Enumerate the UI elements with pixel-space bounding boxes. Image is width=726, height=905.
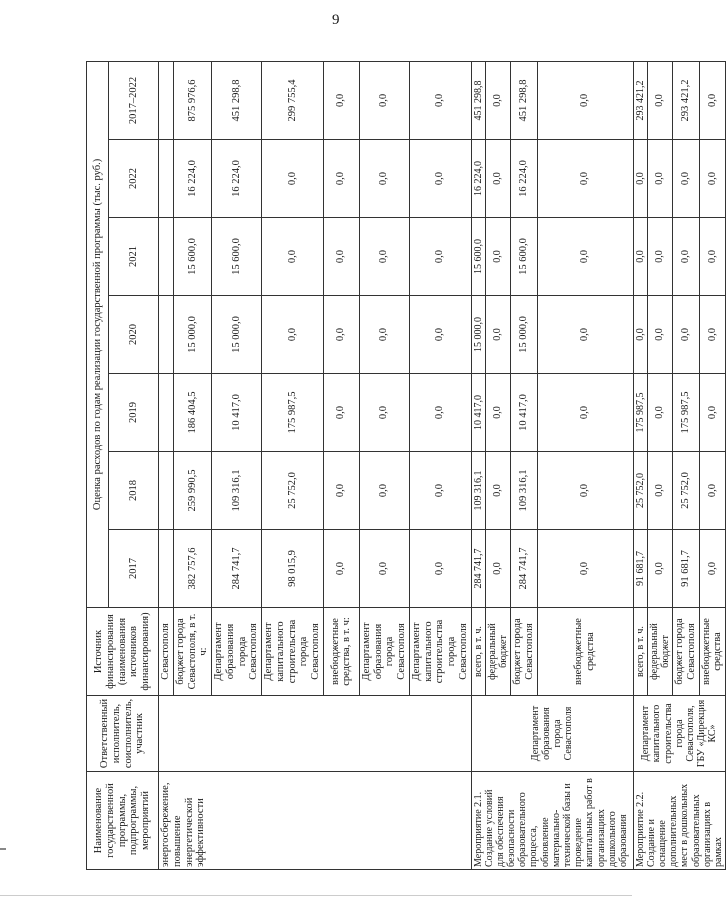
value-cell: 0,0	[323, 140, 359, 218]
value-cell: 109 316,1	[212, 452, 262, 530]
value-cell: 0,0	[699, 530, 726, 608]
table-row	[471, 61, 485, 869]
value-cell: 0,0	[359, 61, 409, 139]
value-cell: 451 298,8	[511, 61, 538, 139]
value-cell: 0,0	[673, 140, 700, 218]
value-cell	[159, 296, 174, 374]
value-cell: 0,0	[537, 452, 633, 530]
value-cell: 10 417,0	[511, 374, 538, 452]
value-cell: 15 600,0	[212, 218, 262, 296]
header-estimate: Оценка расходов по годам реализации государственной программы (тыс. руб.)	[87, 61, 109, 607]
value-cell: 109 316,1	[471, 452, 485, 530]
value-cell	[159, 452, 174, 530]
source-cell: бюджет города Севастополя	[511, 608, 538, 696]
source-cell: внебюджетные средства	[699, 608, 726, 696]
value-cell: 284 741,7	[212, 530, 262, 608]
value-cell: 0,0	[537, 218, 633, 296]
program-name-cell: энергосбережение, повышение энергетической эффективности	[159, 772, 472, 870]
value-cell: 0,0	[409, 61, 471, 139]
value-cell: 16 224,0	[471, 140, 485, 218]
value-cell: 0,0	[262, 218, 324, 296]
value-cell: 15 000,0	[471, 296, 485, 374]
value-cell: 0,0	[409, 218, 471, 296]
source-cell: Севастополя	[159, 608, 174, 696]
value-cell: 0,0	[323, 218, 359, 296]
value-cell: 0,0	[699, 218, 726, 296]
value-cell: 0,0	[359, 218, 409, 296]
value-cell: 15 000,0	[511, 296, 538, 374]
value-cell	[159, 374, 174, 452]
value-cell: 0,0	[409, 374, 471, 452]
value-cell: 0,0	[699, 61, 726, 139]
value-cell: 0,0	[673, 218, 700, 296]
value-cell: 15 000,0	[212, 296, 262, 374]
rotated-table-container	[86, 62, 724, 870]
source-cell: федеральный бюджет	[647, 608, 672, 696]
value-cell: 0,0	[647, 218, 672, 296]
header-year: 2020	[109, 296, 159, 374]
value-cell: 0,0	[485, 530, 510, 608]
header-year: 2019	[109, 374, 159, 452]
header-year: 2021	[109, 218, 159, 296]
header-source: Источник финансирования (наименования источников финансирования)	[87, 608, 159, 696]
value-cell: 0,0	[262, 296, 324, 374]
value-cell: 0,0	[633, 296, 647, 374]
header-executor: Ответственный исполнитель, соисполнитель, участник	[87, 696, 159, 772]
source-cell: бюджет города Севастополя, в т. ч:	[173, 608, 211, 696]
source-cell: внебюджетные средства	[537, 608, 633, 696]
measure-name-cell: Мероприятие 2.1. Создание условий для обеспечения безопасности образовательного процесса, обновление материально-технической базы и проведение капитальных работ в организациях дошкольного образования	[471, 772, 633, 870]
value-cell: 0,0	[359, 140, 409, 218]
value-cell: 15 600,0	[471, 218, 485, 296]
value-cell: 0,0	[647, 530, 672, 608]
value-cell: 109 316,1	[511, 452, 538, 530]
header-year: 2022	[109, 140, 159, 218]
value-cell: 10 417,0	[471, 374, 485, 452]
value-cell: 0,0	[647, 61, 672, 139]
executor-cell: Департамент капитального строительства города Севастополя, ГБУ «Дирекция КС»	[633, 696, 726, 772]
value-cell: 259 990,5	[173, 452, 211, 530]
value-cell: 284 741,7	[511, 530, 538, 608]
value-cell: 0,0	[359, 374, 409, 452]
value-cell: 10 417,0	[212, 374, 262, 452]
value-cell: 293 421,2	[673, 61, 700, 139]
page-edge-line	[0, 895, 632, 896]
source-cell: внебюджетные средства, в т. ч:	[323, 608, 359, 696]
source-cell: бюджет города Севастополя	[673, 608, 700, 696]
value-cell: 451 298,8	[471, 61, 485, 139]
value-cell: 25 752,0	[633, 452, 647, 530]
table-row	[633, 61, 647, 869]
value-cell: 0,0	[647, 296, 672, 374]
page-number: 9	[332, 12, 340, 28]
scan-mark	[0, 848, 6, 850]
value-cell: 0,0	[647, 140, 672, 218]
value-cell: 0,0	[323, 452, 359, 530]
table-row	[159, 61, 174, 869]
value-cell: 16 224,0	[511, 140, 538, 218]
value-cell: 0,0	[647, 374, 672, 452]
value-cell	[159, 218, 174, 296]
value-cell: 0,0	[537, 530, 633, 608]
value-cell: 293 421,2	[633, 61, 647, 139]
executor-cell	[159, 696, 472, 772]
source-cell: всего, в т. ч.	[633, 608, 647, 696]
value-cell: 0,0	[485, 61, 510, 139]
header-year: 2017	[109, 530, 159, 608]
value-cell: 0,0	[485, 452, 510, 530]
measure-name-cell: Мероприятие 2.2. Создание и оснащение дополнительных мест в дошкольных образовательных организациях в рамках	[633, 772, 726, 870]
value-cell	[159, 140, 174, 218]
source-cell: Департамент капитального строительства города Севастополя	[409, 608, 471, 696]
value-cell: 875 976,6	[173, 61, 211, 139]
budget-table	[86, 61, 726, 870]
value-cell: 16 224,0	[173, 140, 211, 218]
source-cell: Департамент капитального строительства города Севастополя	[262, 608, 324, 696]
value-cell: 91 681,7	[633, 530, 647, 608]
value-cell: 0,0	[537, 61, 633, 139]
value-cell: 15 000,0	[173, 296, 211, 374]
header-name: Наименование государственной программы, подпрограммы, мероприятий	[87, 772, 159, 870]
value-cell	[159, 61, 174, 139]
value-cell: 0,0	[409, 530, 471, 608]
value-cell: 0,0	[359, 530, 409, 608]
value-cell	[159, 530, 174, 608]
value-cell: 0,0	[485, 140, 510, 218]
value-cell: 0,0	[699, 296, 726, 374]
value-cell: 0,0	[485, 218, 510, 296]
value-cell: 175 987,5	[673, 374, 700, 452]
value-cell: 0,0	[699, 374, 726, 452]
value-cell: 98 015,9	[262, 530, 324, 608]
value-cell: 25 752,0	[673, 452, 700, 530]
value-cell: 0,0	[409, 452, 471, 530]
source-cell: Департамент образования города Севастополя	[212, 608, 262, 696]
source-cell: всего, в т. ч.	[471, 608, 485, 696]
value-cell: 0,0	[323, 374, 359, 452]
value-cell: 451 298,8	[212, 61, 262, 139]
source-cell: федеральный бюджет	[485, 608, 510, 696]
value-cell: 0,0	[485, 296, 510, 374]
value-cell: 15 600,0	[511, 218, 538, 296]
value-cell: 0,0	[409, 140, 471, 218]
value-cell: 284 741,7	[471, 530, 485, 608]
value-cell: 16 224,0	[212, 140, 262, 218]
value-cell: 186 404,5	[173, 374, 211, 452]
value-cell: 0,0	[647, 452, 672, 530]
value-cell: 0,0	[323, 296, 359, 374]
value-cell: 0,0	[359, 296, 409, 374]
value-cell: 0,0	[537, 140, 633, 218]
value-cell: 0,0	[537, 374, 633, 452]
value-cell: 0,0	[699, 140, 726, 218]
value-cell: 382 757,6	[173, 530, 211, 608]
value-cell: 0,0	[409, 296, 471, 374]
value-cell: 0,0	[485, 374, 510, 452]
value-cell: 91 681,7	[673, 530, 700, 608]
value-cell: 25 752,0	[262, 452, 324, 530]
value-cell: 0,0	[537, 296, 633, 374]
header-year: 2017–2022	[109, 61, 159, 139]
value-cell: 0,0	[323, 530, 359, 608]
value-cell: 175 987,5	[262, 374, 324, 452]
value-cell: 0,0	[323, 61, 359, 139]
value-cell: 0,0	[359, 452, 409, 530]
source-cell: Департамент образования города Севастополя	[359, 608, 409, 696]
value-cell: 175 987,5	[633, 374, 647, 452]
value-cell: 0,0	[262, 140, 324, 218]
value-cell: 15 600,0	[173, 218, 211, 296]
header-year: 2018	[109, 452, 159, 530]
value-cell: 299 755,4	[262, 61, 324, 139]
value-cell: 0,0	[633, 218, 647, 296]
value-cell: 0,0	[633, 140, 647, 218]
executor-cell: Департамент образования города Севастополя	[471, 696, 633, 772]
value-cell: 0,0	[673, 296, 700, 374]
value-cell: 0,0	[699, 452, 726, 530]
